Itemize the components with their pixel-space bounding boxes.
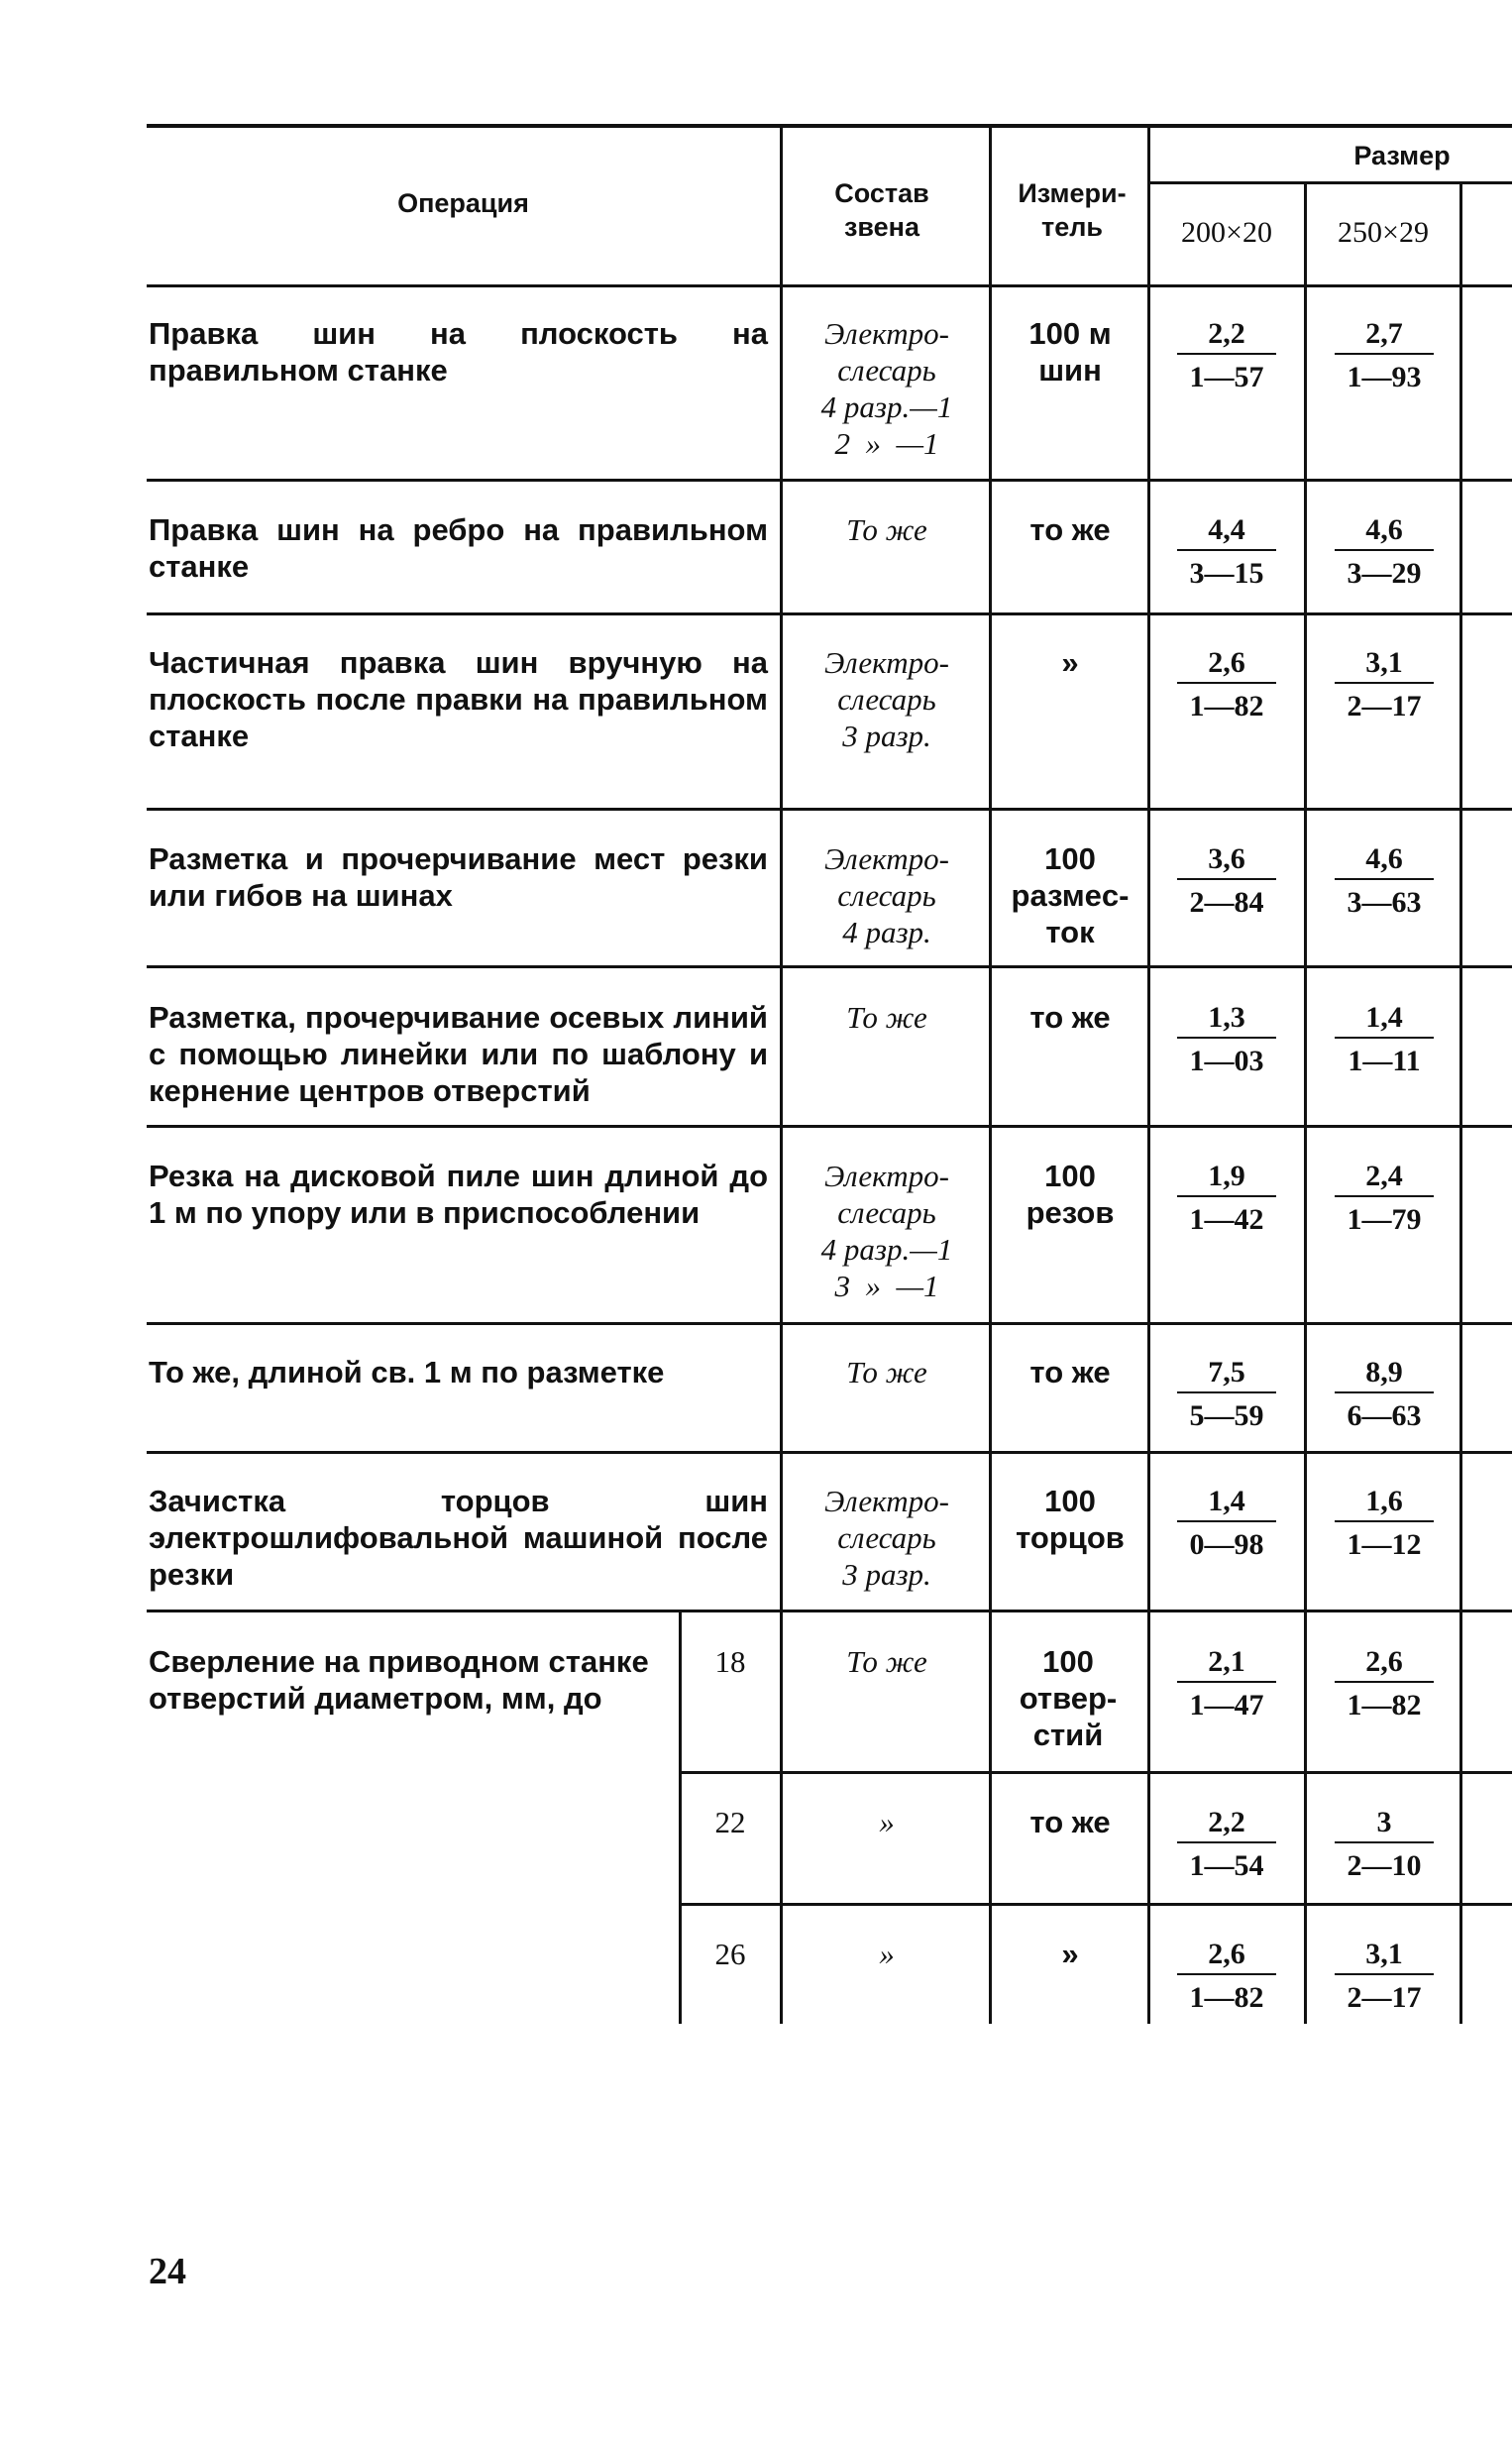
col-divider-dia: [679, 1611, 682, 2024]
rate-200x20: 2,2 1—57: [1177, 317, 1276, 394]
rate-200x20: 1,3 1—03: [1177, 1001, 1276, 1078]
col-divider-right: [1459, 181, 1462, 2024]
rate-250x29: 2,7 1—93: [1335, 317, 1434, 394]
header-size-group: Размер: [1353, 141, 1451, 170]
rate-200x20: 3,6 2—84: [1177, 842, 1276, 920]
meter-cell: »: [1061, 1937, 1079, 1971]
row-rule: [679, 1903, 1512, 1906]
header-size-200x20: 200×20: [1181, 216, 1272, 249]
rate-200x20: 1,4 0—98: [1177, 1485, 1276, 1562]
diameter-cell: 18: [714, 1644, 746, 1679]
row-rule: [147, 1451, 1512, 1454]
operation-cell: Резка на дисковой пиле шин длиной до 1 м по упору или в приспособлении: [149, 1159, 768, 1230]
meter-cell: »: [1061, 645, 1079, 680]
crew-cell: То же: [846, 1644, 927, 1679]
rate-250x29: 8,9 6—63: [1335, 1356, 1434, 1433]
rate-250x29: 3,1 2—17: [1335, 646, 1434, 723]
row-rule: [147, 1610, 1512, 1612]
diameter-cell: 26: [714, 1937, 746, 1971]
operation-cell-drilling: Сверление на приводном станке отверстий диаметром, мм, до: [149, 1644, 649, 1716]
col-divider-size2: [1304, 181, 1307, 2024]
diameter-cell: 22: [714, 1805, 746, 1839]
operation-cell: Зачистка торцов шин электрошлифовальной машиной после резки: [149, 1484, 768, 1592]
crew-cell: То же: [846, 1355, 927, 1389]
crew-cell: Электро- слесарь 4 разр.: [824, 841, 949, 949]
operation-cell: Правка шин на ребро на правильном станке: [149, 512, 768, 584]
meter-cell: то же: [1029, 1355, 1111, 1389]
rate-250x29: 1,4 1—11: [1335, 1001, 1434, 1078]
rate-250x29: 2,6 1—82: [1335, 1645, 1434, 1722]
row-rule: [147, 1125, 1512, 1128]
rate-200x20: 7,5 5—59: [1177, 1356, 1276, 1433]
crew-cell: »: [879, 1937, 895, 1971]
crew-cell: Электро- слесарь 3 разр.: [824, 1484, 949, 1592]
meter-cell: то же: [1029, 1000, 1111, 1035]
header-crew: Состав звена: [834, 178, 929, 242]
operation-cell: Частичная правка шин вручную на плоскость после правки на правильном станке: [149, 645, 768, 753]
table-top-rule: [147, 124, 1512, 128]
crew-cell: Электро- слесарь 3 разр.: [824, 645, 949, 753]
rate-250x29: 2,4 1—79: [1335, 1160, 1434, 1237]
rate-200x20: 2,6 1—82: [1177, 646, 1276, 723]
rate-200x20: 1,9 1—42: [1177, 1160, 1276, 1237]
rate-250x29: 3 2—10: [1335, 1806, 1434, 1883]
rate-200x20: 2,2 1—54: [1177, 1806, 1276, 1883]
operation-cell: То же, длиной св. 1 м по разметке: [149, 1355, 665, 1389]
row-rule: [147, 808, 1512, 811]
rate-250x29: 4,6 3—63: [1335, 842, 1434, 920]
row-rule: [147, 965, 1512, 968]
header-size-250x29: 250×29: [1338, 216, 1429, 249]
col-divider-meter: [989, 126, 992, 2024]
crew-cell: Электро- слесарь 4 разр.—1 2 » —1: [820, 316, 953, 461]
operation-cell: Правка шин на плоскость на правильном станке: [149, 316, 768, 388]
rate-200x20: 2,1 1—47: [1177, 1645, 1276, 1722]
rate-250x29: 4,6 3—29: [1335, 513, 1434, 591]
col-divider-size1: [1147, 126, 1150, 2024]
meter-cell: то же: [1029, 1805, 1111, 1839]
col-divider-crew: [780, 126, 783, 2024]
header-meter: Измери-тель: [1018, 178, 1127, 242]
meter-cell: то же: [1029, 512, 1111, 547]
row-rule: [147, 1322, 1512, 1325]
rate-250x29: 3,1 2—17: [1335, 1938, 1434, 2015]
crew-cell: »: [879, 1805, 895, 1839]
crew-cell: Электро- слесарь 4 разр.—1 3 » —1: [820, 1159, 953, 1303]
meter-cell: 100 торцов: [1016, 1484, 1125, 1555]
rate-200x20: 2,6 1—82: [1177, 1938, 1276, 2015]
meter-cell: 100 резов: [1026, 1159, 1115, 1230]
page-number: 24: [149, 2251, 186, 2292]
row-rule: [147, 479, 1512, 482]
operation-cell: Разметка и прочерчивание мест резки или гибов на шинах: [149, 841, 768, 913]
header-bottom-rule: [147, 284, 1512, 287]
meter-cell: 100 размеc-ток: [1011, 841, 1130, 949]
meter-cell: 100 м шин: [1028, 316, 1112, 388]
rate-200x20: 4,4 3—15: [1177, 513, 1276, 591]
crew-cell: То же: [846, 1000, 927, 1035]
header-operation: Операция: [397, 188, 529, 218]
size-group-rule: [1149, 181, 1512, 184]
row-rule: [679, 1771, 1512, 1774]
operation-cell: Разметка, прочерчивание осевых линий с помощью линейки или по шаблону и кернение центров отверстий: [149, 1000, 768, 1108]
row-rule: [147, 612, 1512, 615]
meter-cell: 100 отвер-стий: [1019, 1644, 1118, 1752]
crew-cell: То же: [846, 512, 927, 547]
rate-250x29: 1,6 1—12: [1335, 1485, 1434, 1562]
